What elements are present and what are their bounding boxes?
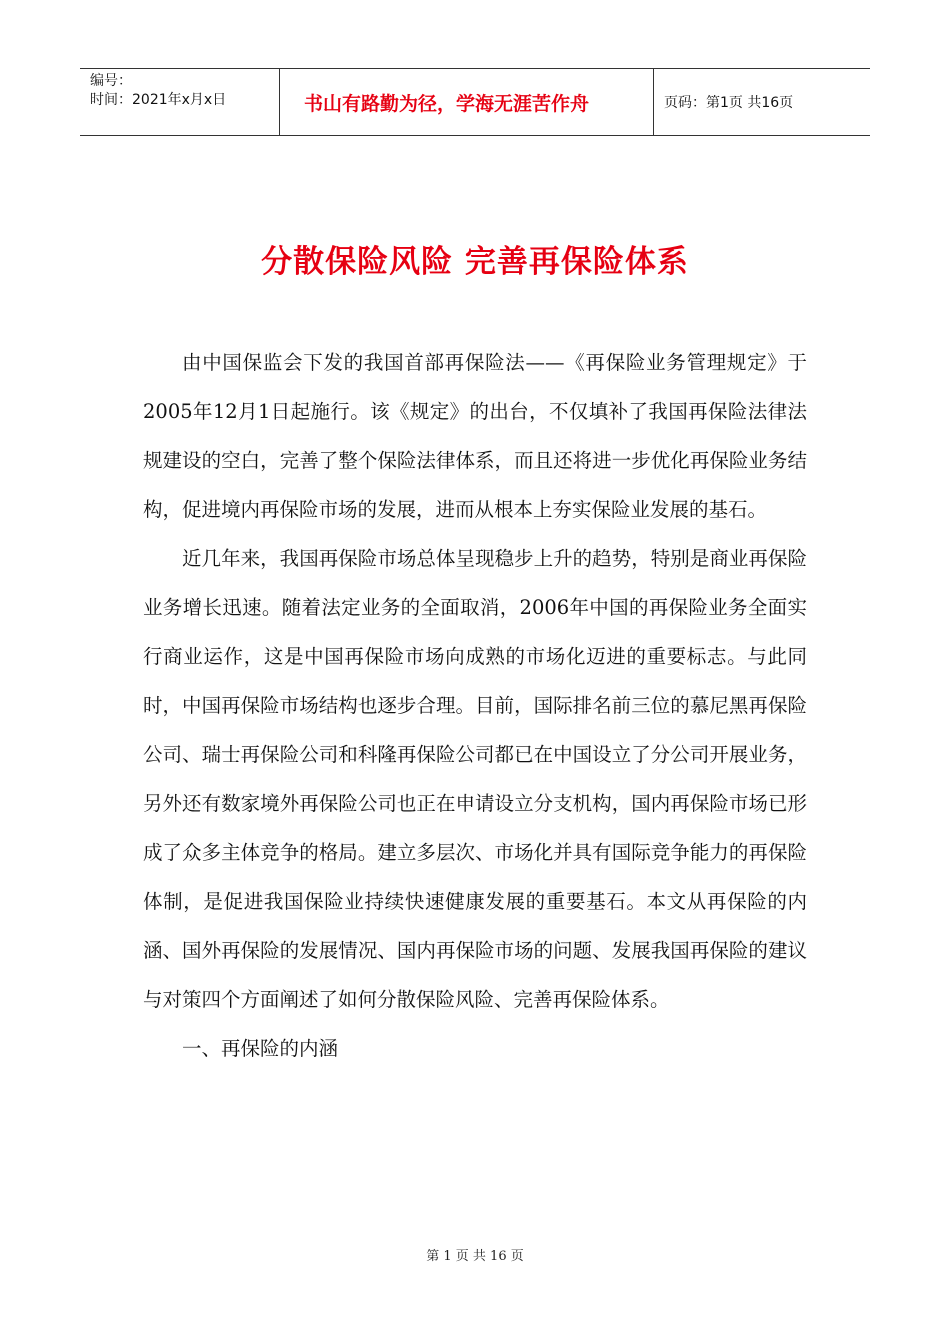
- header-motto-cell: [280, 69, 654, 135]
- number-label: 编号：: [90, 73, 132, 89]
- document-body: [143, 338, 807, 1073]
- time-label: 时间：2021年x月x日: [90, 92, 227, 108]
- header-page-cell: [654, 69, 870, 135]
- motto-text: 书山有路勤为径，学海无涯苦作舟: [304, 92, 590, 115]
- document-title: 分散保险风险 完善再保险体系: [261, 244, 689, 280]
- page-footer: 第 1 页 共 16 页: [426, 1249, 524, 1264]
- paragraph: 近几年来，我国再保险市场总体呈现稳步上升的趋势，特别是商业再保险业务增长迅速。随着法定业务的全面取消，2006年中国的再保险业务全面实行商业运作，这是中国再保险市场向成熟的市场化迈进的重要标志。与此同时，中国再保险市场结构也逐步合理。目前，国际排名前三位的慕尼黑再保险公司、瑞士再保险公司和科隆再保险公司都已在中国设立了分公司开展业务，另外还有数家境外再保险公司也正在申请设立分支机构，国内再保险市场已形成了众多主体竞争的格局。建立多层次、市场化并具有国际竞争能力的再保险体制，是促进我国保险业持续快速健康发展的重要基石。本文从再保险的内涵、国外再保险的发展情况、国内再保险市场的问题、发展我国再保险的建议与对策四个方面阐述了如何分散保险风险、完善再保险体系。: [143, 547, 807, 1011]
- section-heading: 一、再保险的内涵: [182, 1037, 339, 1060]
- header-meta-cell: [80, 69, 280, 135]
- page-info: 页码：第1页 共16页: [664, 95, 794, 111]
- paragraph: 由中国保监会下发的我国首部再保险法——《再保险业务管理规定》于2005年12月1日起施行。该《规定》的出台，不仅填补了我国再保险法律法规建设的空白，完善了整个保险法律体系，而且还将进一步优化再保险业务结构，促进境内再保险市场的发展，进而从根本上夯实保险业发展的基石。: [143, 351, 807, 521]
- document-header: [80, 68, 870, 136]
